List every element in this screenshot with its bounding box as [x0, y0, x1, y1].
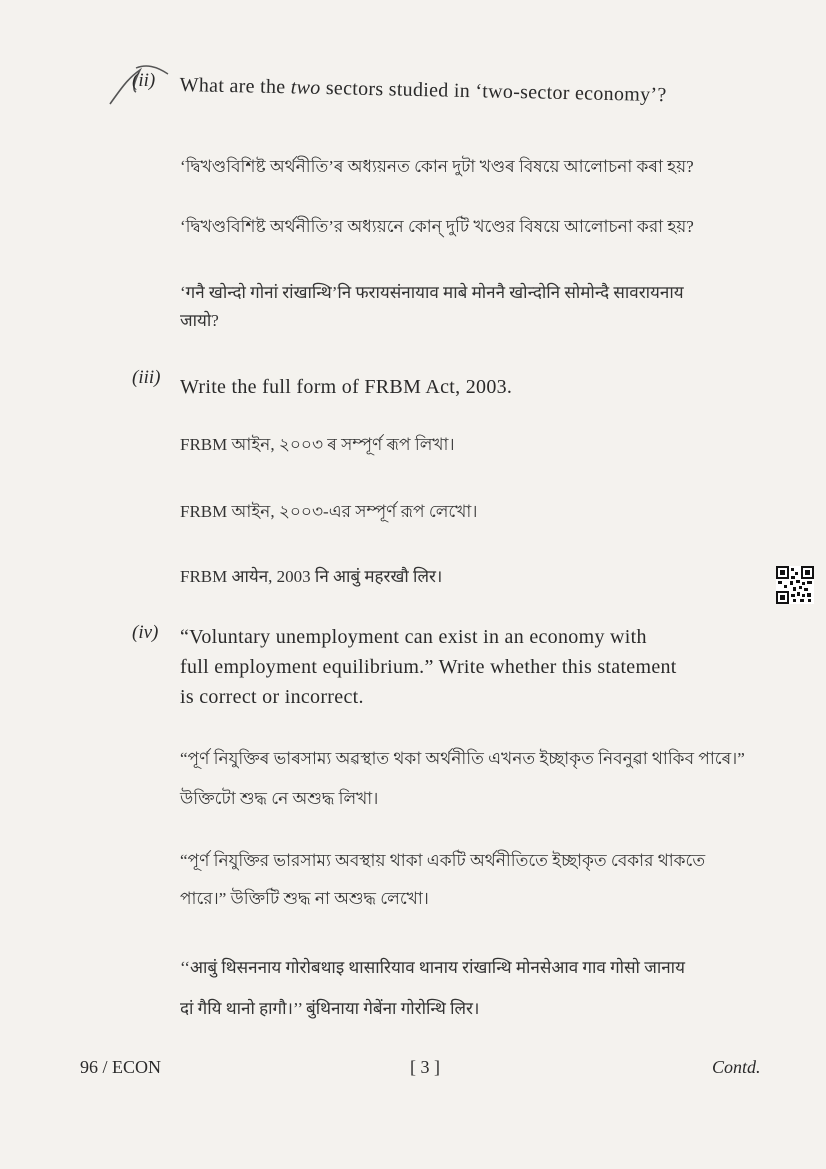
question-ii-bengali: ‘দ্বিখণ্ডবিশিষ্ট অর্থনীতি’র অধ্যয়নে কোন্ দুটি খণ্ডের বিষয়ে আলোচনা করা হয়?: [180, 217, 694, 236]
question-ii-english-pre: What are the: [179, 73, 291, 99]
question-iv-english-line3: is correct or incorrect.: [180, 686, 364, 708]
question-number-ii: (ii): [132, 70, 156, 91]
question-iv-assamese-line2: উক্তিটো শুদ্ধ নে অশুদ্ধ লিখা।: [180, 789, 379, 808]
footer-paper-code: 96 / ECON: [80, 1057, 161, 1077]
question-ii-bodo-line2: जायो?: [180, 311, 219, 330]
question-ii-assamese: ‘দ্বিখণ্ডবিশিষ্ট অৰ্থনীতি’ৰ অধ্যয়নত কোন দুটা খণ্ডৰ বিষয়ে আলোচনা কৰা হয়?: [180, 157, 694, 176]
question-number-iv: (iv): [132, 622, 159, 643]
question-iv-bengali-line2: পারে।” উক্তিটি শুদ্ধ না অশুদ্ধ লেখো।: [180, 889, 429, 908]
question-ii-english-emphasis: two: [290, 76, 321, 99]
question-iii-bengali: FRBM আইন, ২০০৩-এর সম্পূর্ণ রূপ লেখো।: [180, 502, 478, 521]
question-iv-bengali-line1: “পূর্ণ নিযুক্তির ভারসাম্য অবস্থায় থাকা একটি অর্থনীতিতে ইচ্ছাকৃত বেকার থাকতে: [180, 851, 706, 870]
question-iv-english-line2: full employment equilibrium.” Write whether this statement: [180, 656, 677, 678]
question-ii-english-post: sectors studied in ‘two-sector economy’?: [320, 76, 667, 107]
question-iii-assamese: FRBM আইন, ২০০৩ ৰ সম্পূৰ্ণ ৰূপ লিখা।: [180, 435, 455, 454]
footer-continued: Contd.: [712, 1057, 761, 1077]
question-iii-english: Write the full form of FRBM Act, 2003.: [180, 376, 513, 398]
question-ii-bodo-line1: ‘गनै खोन्दो गोनां रांखान्थि’नि फरायसंनायाव माबे मोननै खोन्दोनि सोमोन्दै सावरायनाय: [180, 283, 684, 302]
qr-code-icon: [776, 566, 814, 604]
question-iii-bodo: FRBM आयेन, 2003 नि आबुं महरखौ लिर।: [180, 567, 443, 586]
question-iv-bodo-line2: दां गैयि थानो हागौ।’’ बुंथिनाया गेबेंना गोरोन्थि लिर।: [180, 999, 480, 1018]
question-ii-english: [179, 70, 666, 110]
question-iv-english-line1: “Voluntary unemployment can exist in an economy with: [180, 626, 647, 648]
question-iv-assamese-line1: “পূৰ্ণ নিযুক্তিৰ ভাৰসাম্য অৱস্থাত থকা অৰ্থনীতি এখনত ইচ্ছাকৃত নিবনুৱা থাকিব পাৰে।”: [180, 749, 745, 768]
footer-page-number: [ 3 ]: [410, 1057, 440, 1077]
question-number-iii: (iii): [132, 367, 161, 388]
question-iv-bodo-line1: ‘‘आबुं थिसननाय गोरोबथाइ थासारियाव थानाय रांखान्थि मोनसेआव गाव गोसो जानाय: [180, 958, 685, 977]
